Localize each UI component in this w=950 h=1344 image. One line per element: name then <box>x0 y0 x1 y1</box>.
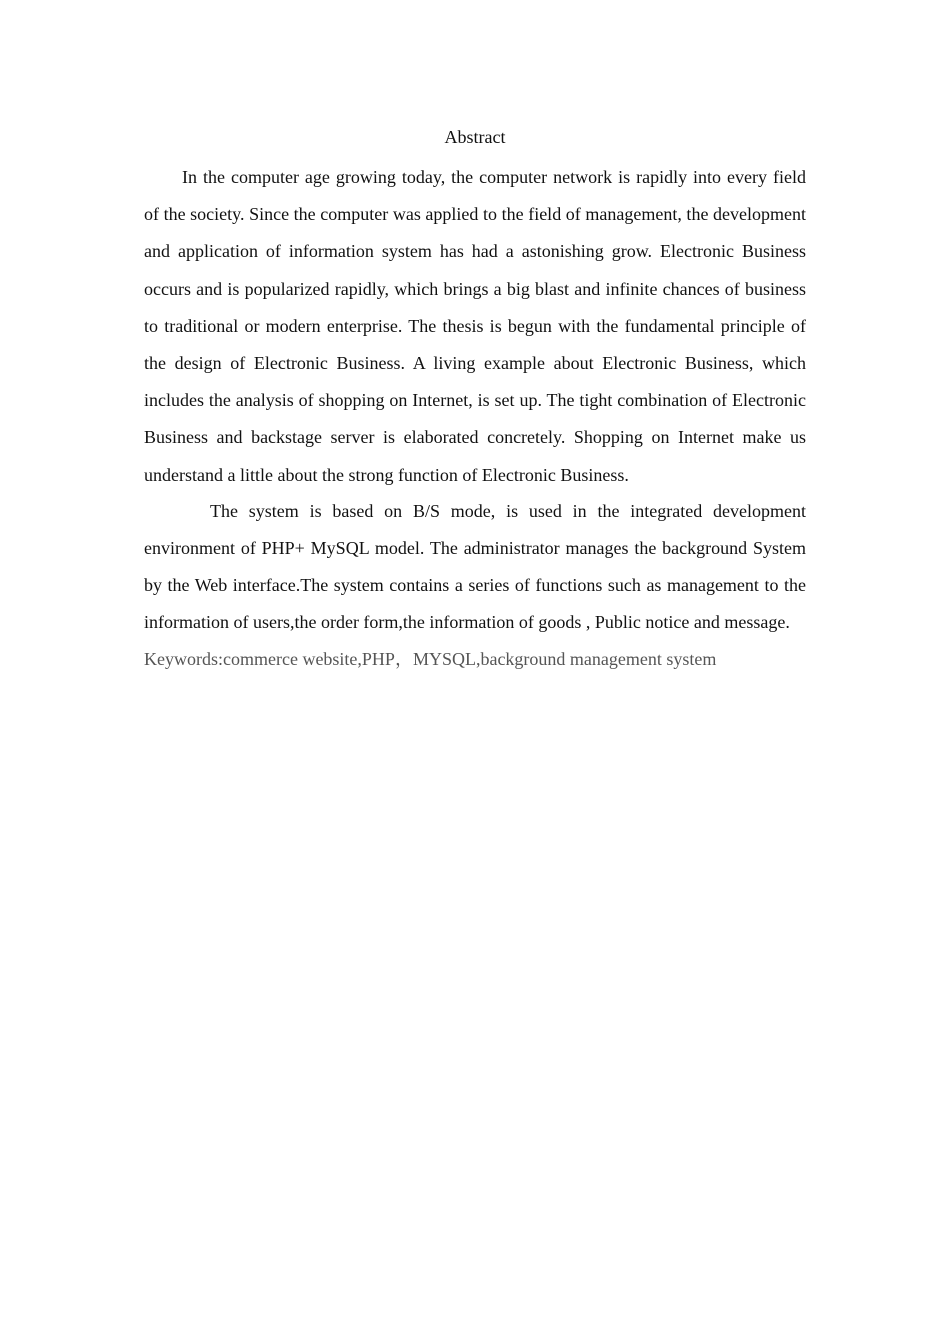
abstract-paragraph-2: The system is based on B/S mode, is used in the integrated development environment of PHP+ MySQL model. The administrator manages the background System by the Web interface.The system contains a series of functions such as management to the information of users,the order form,the information of goods , Public notice and message. <box>144 500 806 633</box>
keywords-line: Keywords:commerce website,PHP，MYSQL,background management system <box>144 648 717 669</box>
abstract-title: Abstract <box>444 127 506 147</box>
abstract-paragraph-1: In the computer age growing today, the computer network is rapidly into every field of the society. Since the computer was applied to the field of management, the development and application of information system has had a astonishing grow. Electronic Business occurs and is popularized rapidly, which brings a big blast and infinite chances of business to traditional or modern enterprise. The thesis is begun with the fundamental principle of the design of Electronic Business. A living example about Electronic Business, which includes the analysis of shopping on Internet, is set up. The tight combination of Electronic Business and backstage server is elaborated concretely. Shopping on Internet make us understand a little about the strong function of Electronic Business. <box>144 167 806 485</box>
abstract-section <box>144 122 806 678</box>
